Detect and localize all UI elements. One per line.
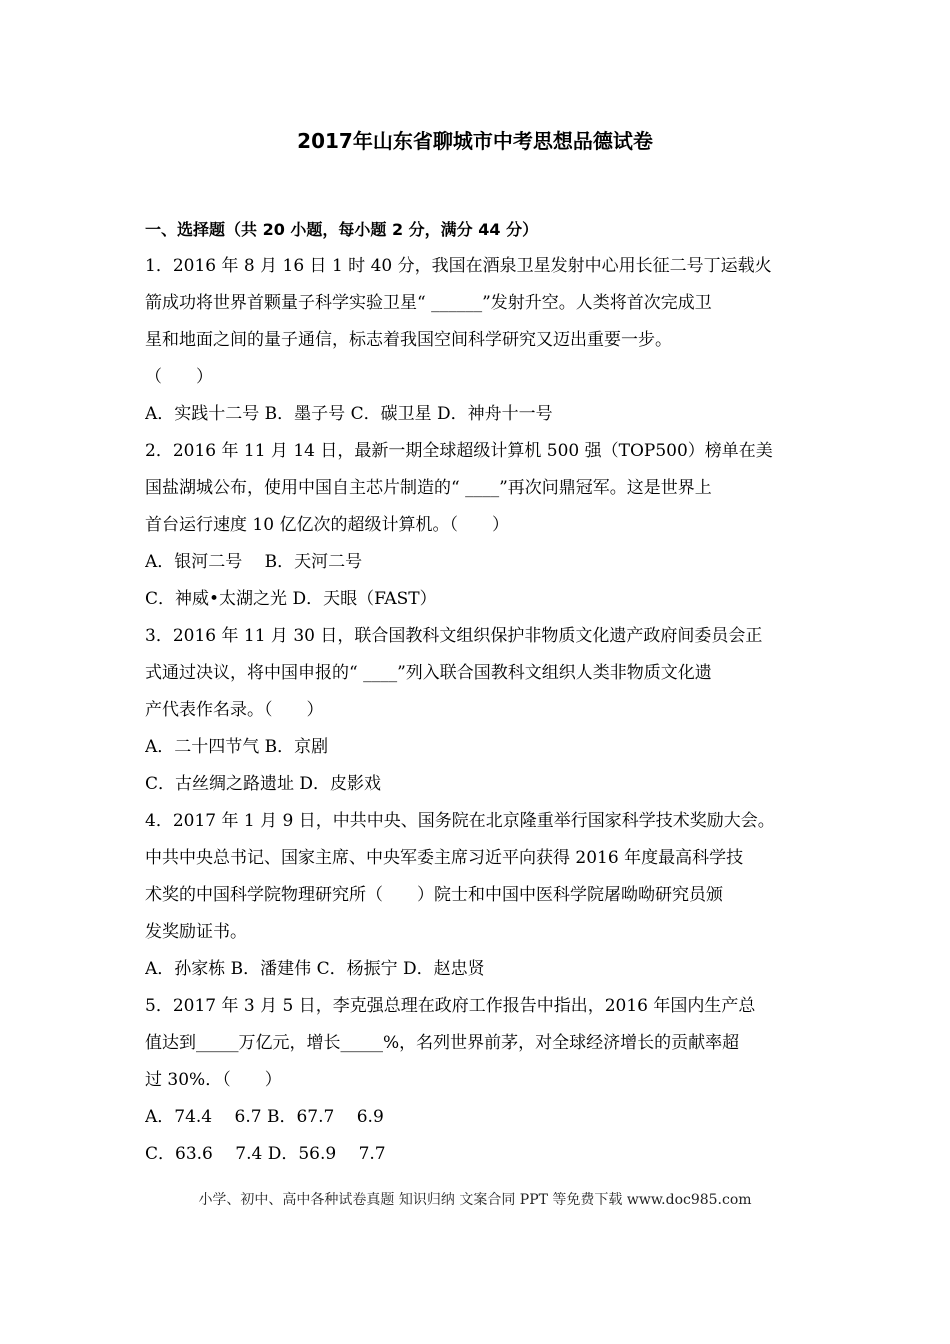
text-line: 4．2017 年 1 月 9 日，中共中央、国务院在北京隆重举行国家科学技术奖励大会。 (145, 811, 775, 831)
text-line: 产代表作名录。（ ） (145, 700, 324, 720)
text-line: 5．2017 年 3 月 5 日，李克强总理在政府工作报告中指出，2016 年国内生产总 (145, 996, 756, 1016)
text-line: 国盐湖城公布，使用中国自主芯片制造的“ ____”再次问鼎冠军。这是世界上 (145, 478, 712, 498)
text-line: 2．2016 年 11 月 14 日，最新一期全球超级计算机 500 强（TOP500）榜单在美 (145, 441, 773, 461)
text-line: 箭成功将世界首颗量子科学实验卫星“ ______”发射升空。人类将首次完成卫 (145, 293, 712, 313)
text-line: （ ） (145, 367, 213, 387)
text-line: 过 30%．（ ） (145, 1070, 282, 1090)
answer-options: C．63.6 7.4 D．56.9 7.7 (145, 1144, 386, 1164)
text-line: 术奖的中国科学院物理研究所（ ）院士和中国中医科学院屠呦呦研究员颁 (145, 885, 723, 905)
exam-content (145, 211, 825, 1173)
text-line: 首台运行速度 10 亿亿次的超级计算机。（ ） (145, 515, 509, 535)
text-line: 星和地面之间的量子通信，标志着我国空间科学研究又迈出重要一步。 (145, 330, 672, 350)
answer-options: A．实践十二号 B．墨子号 C．碳卫星 D．神舟十一号 (145, 404, 553, 424)
answer-options: A．银河二号 B．天河二号 (145, 552, 363, 572)
text-line: 式通过决议，将中国申报的“ ____”列入联合国教科文组织人类非物质文化遗 (145, 663, 712, 683)
text-line: 值达到_____万亿元，增长_____%，名列世界前茅，对全球经济增长的贡献率超 (145, 1033, 740, 1053)
answer-options: A．74.4 6.7 B．67.7 6.9 (145, 1107, 384, 1127)
text-line: 中共中央总书记、国家主席、中央军委主席习近平向获得 2016 年度最高科学技 (145, 848, 744, 868)
answer-options: C．神威•太湖之光 D．天眼（FAST） (145, 589, 437, 609)
text-line: 1．2016 年 8 月 16 日 1 时 40 分，我国在酒泉卫星发射中心用长征二号丁运载火 (145, 256, 772, 276)
text-line: 3．2016 年 11 月 30 日，联合国教科文组织保护非物质文化遗产政府间委员会正 (145, 626, 763, 646)
page-footer: 小学、初中、高中各种试卷真题 知识归纳 文案合同 PPT 等免费下载 www.doc985.com (198, 1192, 752, 1208)
section-heading: 一、选择题（共 20 小题，每小题 2 分，满分 44 分） (145, 220, 539, 239)
page-title: 2017年山东省聊城市中考思想品德试卷 (297, 129, 653, 153)
answer-options: A．孙家栋 B．潘建伟 C．杨振宁 D．赵忠贤 (145, 959, 485, 979)
answer-options: C．古丝绸之路遗址 D．皮影戏 (145, 774, 382, 794)
text-line: 发奖励证书。 (145, 922, 247, 942)
answer-options: A．二十四节气 B．京剧 (145, 737, 329, 757)
